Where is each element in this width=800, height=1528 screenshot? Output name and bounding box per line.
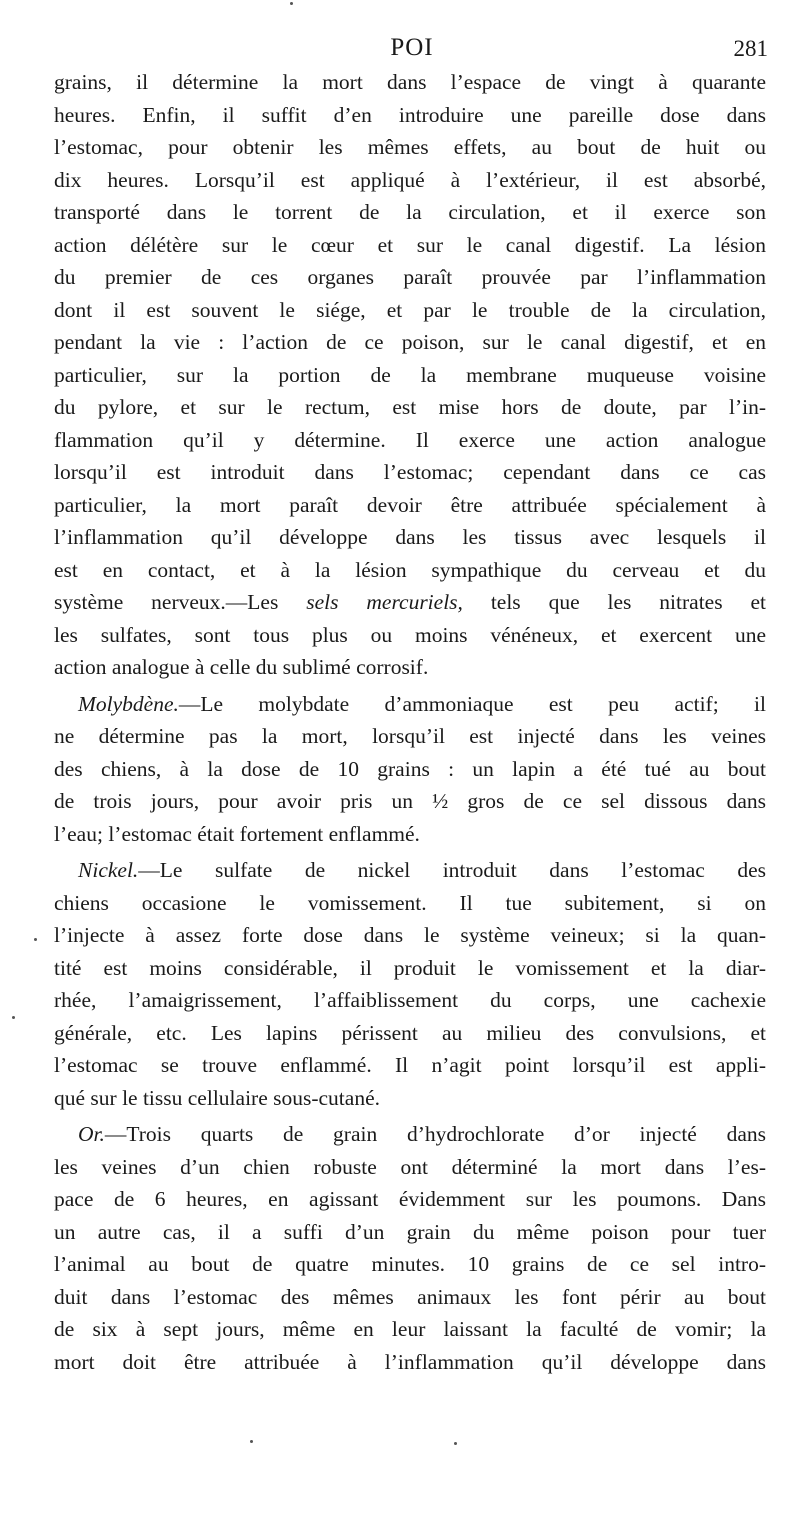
text-line: l’animal au bout de quatre minutes. 10 grains de ce sel intro- <box>54 1252 766 1276</box>
section-or <box>54 1118 766 1378</box>
section-heading: Or. <box>78 1122 105 1146</box>
text-line: les veines d’un chien robuste ont déterminé la mort dans l’es- <box>54 1154 766 1179</box>
text-line: qué sur le tissu cellulaire sous-cutané. <box>54 1085 380 1110</box>
text-line: rhée, l’amaigrissement, l’affaiblissement du corps, une cachexie <box>54 988 766 1012</box>
text-line: duit dans l’estomac des mêmes animaux les font périr au bout <box>54 1284 766 1309</box>
text-line: dix heures. Lorsqu’il est appliqué à l’extérieur, il est absorbé, <box>54 167 766 192</box>
print-speck <box>250 1440 253 1443</box>
text-line: pendant la vie : l’action de ce poison, sur le canal digestif, et en <box>54 330 766 354</box>
text-line: chiens occasione le vomissement. Il tue subitement, si on <box>54 890 766 915</box>
print-speck <box>12 1016 15 1019</box>
print-speck <box>34 938 37 941</box>
line-text-after: tels que les nitrates et <box>462 590 766 614</box>
italic-term: sels mercuriels, <box>306 590 463 614</box>
text-line: un autre cas, il a suffi d’un grain du même poison pour tuer <box>54 1219 766 1244</box>
text-line: de six à sept jours, même en leur laissant la faculté de vomir; la <box>54 1317 766 1341</box>
line-text-after: —Trois quarts de grain d’hydrochlorate d’or injecté dans <box>104 1122 766 1146</box>
text-line: ne détermine pas la mort, lorsqu’il est injecté dans les veines <box>54 724 766 748</box>
text-line: l’estomac se trouve enflammé. Il n’agit point lorsqu’il est appli- <box>54 1053 766 1077</box>
text-line: lorsqu’il est introduit dans l’estomac; cependant dans ce cas <box>54 460 766 484</box>
section-first-line <box>54 1118 766 1151</box>
page-number: 281 <box>733 36 768 61</box>
text-line: l’estomac, pour obtenir les mêmes effets, au bout de huit ou <box>54 135 766 159</box>
text-line: l’injecte à assez forte dose dans le système veineux; si la quan- <box>54 923 766 947</box>
paragraph-continuation <box>54 66 766 684</box>
text-line: flammation qu’il y détermine. Il exerce une action analogue <box>54 427 766 452</box>
print-speck <box>454 1442 457 1445</box>
print-speck <box>290 2 293 5</box>
text-line: l’inflammation qu’il développe dans les tissus avec lesquels il <box>54 525 766 549</box>
section-molybdene <box>54 688 766 851</box>
section-first-line <box>54 854 766 887</box>
text-line: du premier de ces organes paraît prouvée par l’inflammation <box>54 265 766 289</box>
section-nickel <box>54 854 766 1114</box>
line-text-before: système nerveux.—Les <box>54 590 307 614</box>
section-first-line <box>54 688 766 721</box>
text-line: transporté dans le torrent de la circulation, et il exerce son <box>54 200 766 224</box>
text-line: de trois jours, pour avoir pris un ½ gros de ce sel dissous dans <box>54 789 766 813</box>
text-line: générale, etc. Les lapins périssent au milieu des convulsions, et <box>54 1020 766 1045</box>
text-line: du pylore, et sur le rectum, est mise hors de doute, par l’in- <box>54 395 766 419</box>
text-line: est en contact, et à la lésion sympathique du cerveau et du <box>54 557 766 582</box>
text-line: dont il est souvent le siége, et par le trouble de la circulation, <box>54 297 766 322</box>
text-line: l’eau; l’estomac était fortement enflammé. <box>54 821 420 846</box>
section-heading: Nickel. <box>78 858 139 882</box>
text-line: mort doit être attribuée à l’inflammation qu’il développe dans <box>54 1349 766 1374</box>
body-text <box>54 66 766 1378</box>
text-line: grains, il détermine la mort dans l’espace de vingt à quarante <box>54 70 766 94</box>
text-line: tité est moins considérable, il produit le vomissement et la diar- <box>54 955 766 980</box>
text-line: particulier, la mort paraît devoir être attribuée spécialement à <box>54 492 766 517</box>
line-text-after: —Le sulfate de nickel introduit dans l’estomac des <box>138 858 766 882</box>
text-line: action délétère sur le cœur et sur le canal digestif. La lésion <box>54 232 766 257</box>
text-line: les sulfates, sont tous plus ou moins vénéneux, et exercent une <box>54 622 766 647</box>
text-line: pace de 6 heures, en agissant évidemment sur les poumons. Dans <box>54 1187 766 1211</box>
line-text-after: —Le molybdate d’ammoniaque est peu actif; il <box>178 691 766 716</box>
page-header <box>56 34 768 66</box>
section-heading: Molybdène. <box>78 691 179 716</box>
running-head: POI <box>390 34 434 61</box>
text-line: action analogue à celle du sublimé corrosif. <box>54 655 429 679</box>
text-line: heures. Enfin, il suffit d’en introduire une pareille dose dans <box>54 102 766 127</box>
text-line: particulier, sur la portion de la membrane muqueuse voisine <box>54 362 766 387</box>
text-line-with-italic <box>54 586 766 619</box>
text-line: des chiens, à la dose de 10 grains : un lapin a été tué au bout <box>54 756 766 781</box>
